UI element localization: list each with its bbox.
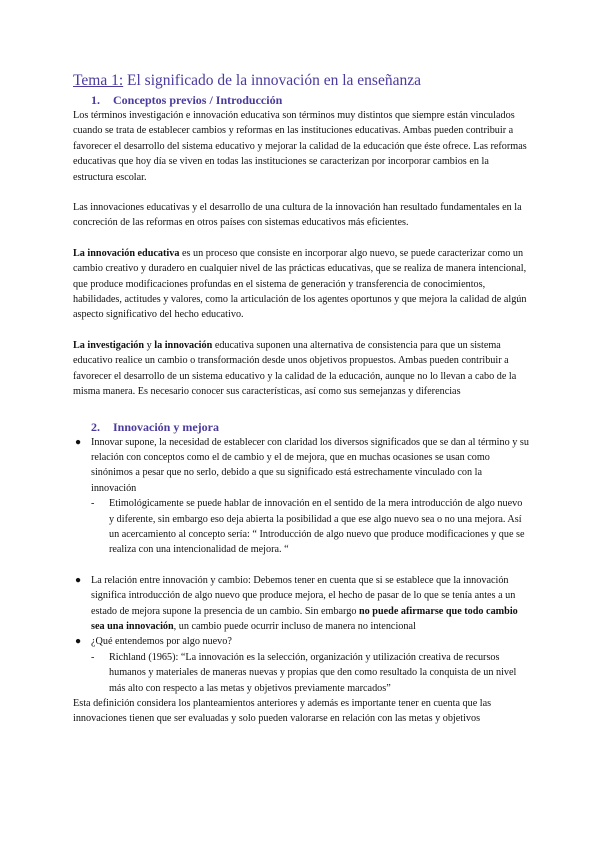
bullet-3-text: ¿Qué entendemos por algo nuevo? (91, 636, 232, 648)
conjunction-text: y (144, 339, 155, 351)
section-2-heading (73, 419, 529, 435)
section-1-paragraph-2: Las innovaciones educativas y el desarrollo de una cultura de la innovación han resultado fundamentales en la concreción de las reformas en otros países con sistemas educativos más eficientes. (73, 202, 522, 229)
paragraph-4-rest: educativa suponen una alternativa de consistencia para que un sistema educativo realice un cambio o transformación desde unos objetivos propuestos. Ambas pueden contribuir a favorecer el desarrollo de un sistema educativo y la calidad de la educación, aunque no lo llevan a cabo de la misma manera. Es necesario conocer sus características, así como sus semejanzas y diferencias (73, 339, 517, 398)
section-2-bullet-list (73, 435, 529, 558)
title-text: El significado de la innovación en la enseñanza (127, 72, 421, 89)
bullet-1-sub-text: Etimológicamente se puede hablar de innovación en el sentido de la mera introducción de algo nuevo y diferente, sin embargo eso deja abierta la posibilidad a que ese algo nuevo sea o no una mejora. Así un acercamiento al concepto sería: “ Introducción de algo nuevo que produce modificaciones y que se realiza con una intencionalidad de mejora. “ (109, 498, 525, 556)
closing-paragraph: Esta definición considera los planteamientos anteriores y además es importante tener en cuenta que las innovaciones tienen que ser evaluadas y solo pueden valorarse en relación con las metas y objetivos (73, 698, 492, 725)
section-1-title: Conceptos previos / Introducción (113, 93, 283, 107)
section-2-title: Innovación y mejora (113, 419, 219, 434)
dash-icon: - (91, 651, 95, 663)
bullet-icon: ● (75, 436, 82, 448)
bullet-2-text: La relación entre innovación y cambio: Debemos tener en cuenta que si se establece que la innovación significa introducción de algo nuevo que produce mejora, el hecho de pasar de lo que se tenía antes a un estado de mejora supone la presencia de un cambio. Sin embargo (91, 574, 516, 617)
investigacion-term: La investigación (73, 339, 145, 351)
list-item (73, 634, 529, 696)
bullet-icon: ● (75, 574, 82, 586)
section-1-paragraph-4 (73, 338, 529, 400)
innovacion-term: la innovación (154, 339, 213, 351)
section-2-bullet-list-cont (73, 573, 529, 696)
bullet-3-sub-text: Richland (1965): “La innovación es la selección, organización y utilización creativa de recursos humanos y materiales de maneras nuevas y propias que den como resultado la conquista de un nivel más alto con respecto a las metas y objetivos previamente marcados” (109, 651, 517, 694)
section-1-paragraph-1: Los términos investigación e innovación educativa son términos muy distintos que siempre están vinculados cuando se trata de establecer cambios y reformas en las instituciones educativas. Ambas pueden contribuir a favorecer el desarrollo del sistema educativo y mejorar la calidad de la educación que éste ofrece. Las reformas educativas que hoy día se viven en todas las instituciones se caracterizan por incorporar cambios en la estructura escolar. (73, 110, 527, 183)
section-1-paragraph-3 (73, 246, 529, 323)
list-item (73, 435, 529, 558)
bullet-1-text: Innovar supone, la necesidad de establecer con claridad los diversos significados que se dan al término y su relación con conceptos como el de cambio y el de mejora, que en muchas ocasiones se usan como sinónimos a pesar que no serlo, debido a que su significado está estrechamente vinculado con la innovación (91, 436, 529, 494)
list-item (73, 573, 529, 635)
bullet-1-sublist (73, 496, 529, 558)
page-title (73, 72, 529, 90)
list-item (73, 650, 529, 696)
document-body (73, 72, 529, 727)
section-2-number: 2. (91, 419, 100, 434)
section-1-heading (73, 92, 529, 108)
list-item (73, 496, 529, 558)
bullet-2-bold: no puede afirmarse que todo cambio sea una innovación (91, 605, 518, 632)
bullet-3-sublist (73, 650, 529, 696)
bullet-2-end: , un cambio puede ocurrir incluso de manera no intencional (173, 620, 416, 632)
innovacion-educativa-definition: es un proceso que consiste en incorporar algo nuevo, se puede caracterizar como un cambio creativo y duradero en cualquier nivel de las prácticas educativas, que se realiza de manera intencional, que produce modificaciones profundas en el sistema de generación y transferencia de conocimientos, habilidades, actitudes y valores, como la articulación de los agentes oportunos y que mejora la calidad de algún aspecto significativo del hecho educativo. (73, 247, 527, 321)
bullet-icon: ● (75, 636, 82, 648)
innovacion-educativa-term: La innovación educativa (73, 247, 180, 259)
dash-icon: - (91, 498, 95, 510)
section-1-number: 1. (91, 93, 100, 107)
title-prefix: Tema 1: (73, 72, 124, 89)
